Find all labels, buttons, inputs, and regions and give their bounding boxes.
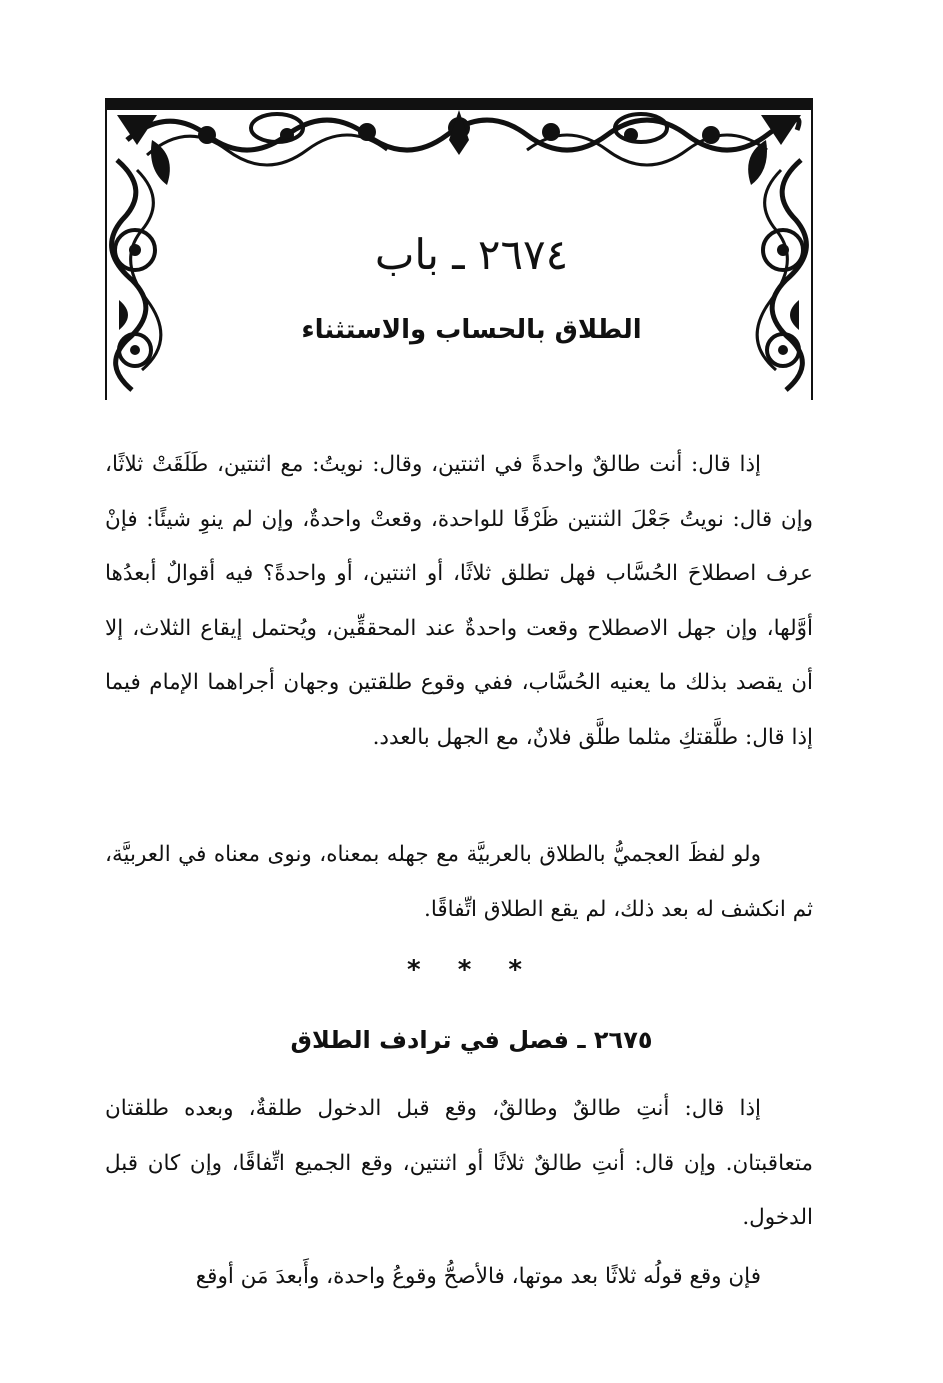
chapter-title: ٢٦٧٤ ـ باب (374, 230, 569, 279)
section-title: ٢٦٧٥ ـ فصل في ترادف الطلاق (290, 1026, 653, 1054)
paragraph-2: ولو لفظَ العجميُّ بالطلاق بالعربيَّة مع جهله بمعناه، ونوى معناه في العربيَّة، ثم انكشف له بعد ذلك، لم يقع الطلاق اتِّفاقًا. (105, 842, 813, 922)
paragraph-4: فإن وقع قولُه ثلاثًا بعد موتها، فالأصحُّ وقوعُ واحدة، وأَبعدَ مَن أوقع (195, 1264, 761, 1289)
paragraph-3: إذا قال: أنتِ طالقٌ وطالقٌ، وقع قبل الدخول طلقةٌ، وبعده طلقتان متعاقبتان. وإن قال: أنتِ طالقٌ ثلاثًا أو اثنتين، وقع الجميع اتِّفاقًا، وإن كان قبل الدخول. (105, 1096, 813, 1230)
chapter-subtitle: الطلاق بالحساب والاستثناء (301, 315, 642, 345)
paragraph-1: إذا قال: أنت طالقٌ واحدةً في اثنتين، وقال: نويتُ: مع اثنتين، طَلَقَتْ ثلاثًا، وإن قال: نويتُ جَعْلَ الثنتين ظَرْفًا للواحدة، وقعتْ واحدةٌ، وإن لم ينوِ شيئًا: فإنْ عرف اصطلاحَ الحُسَّاب فهل تطلق ثلاثًا، أو اثنتين، أو واحدةً؟ فيه أقوالٌ أبعدُها أوَّلها، وإن جهل الاصطلاح وقعت واحدةٌ عند المحققِّين، ويُحتمل إيقاع الثلاث، إلا أن يقصد بذلك ما يعنيه الحُسَّاب، ففي وقوع طلقتين وجهان أجراهما الإمام فيما إذا قال: طلَّقتكِ مثلما طلَّق فلانٌ، مع الجهل بالعدد. (105, 452, 813, 750)
section-separator: * * * (407, 955, 536, 985)
